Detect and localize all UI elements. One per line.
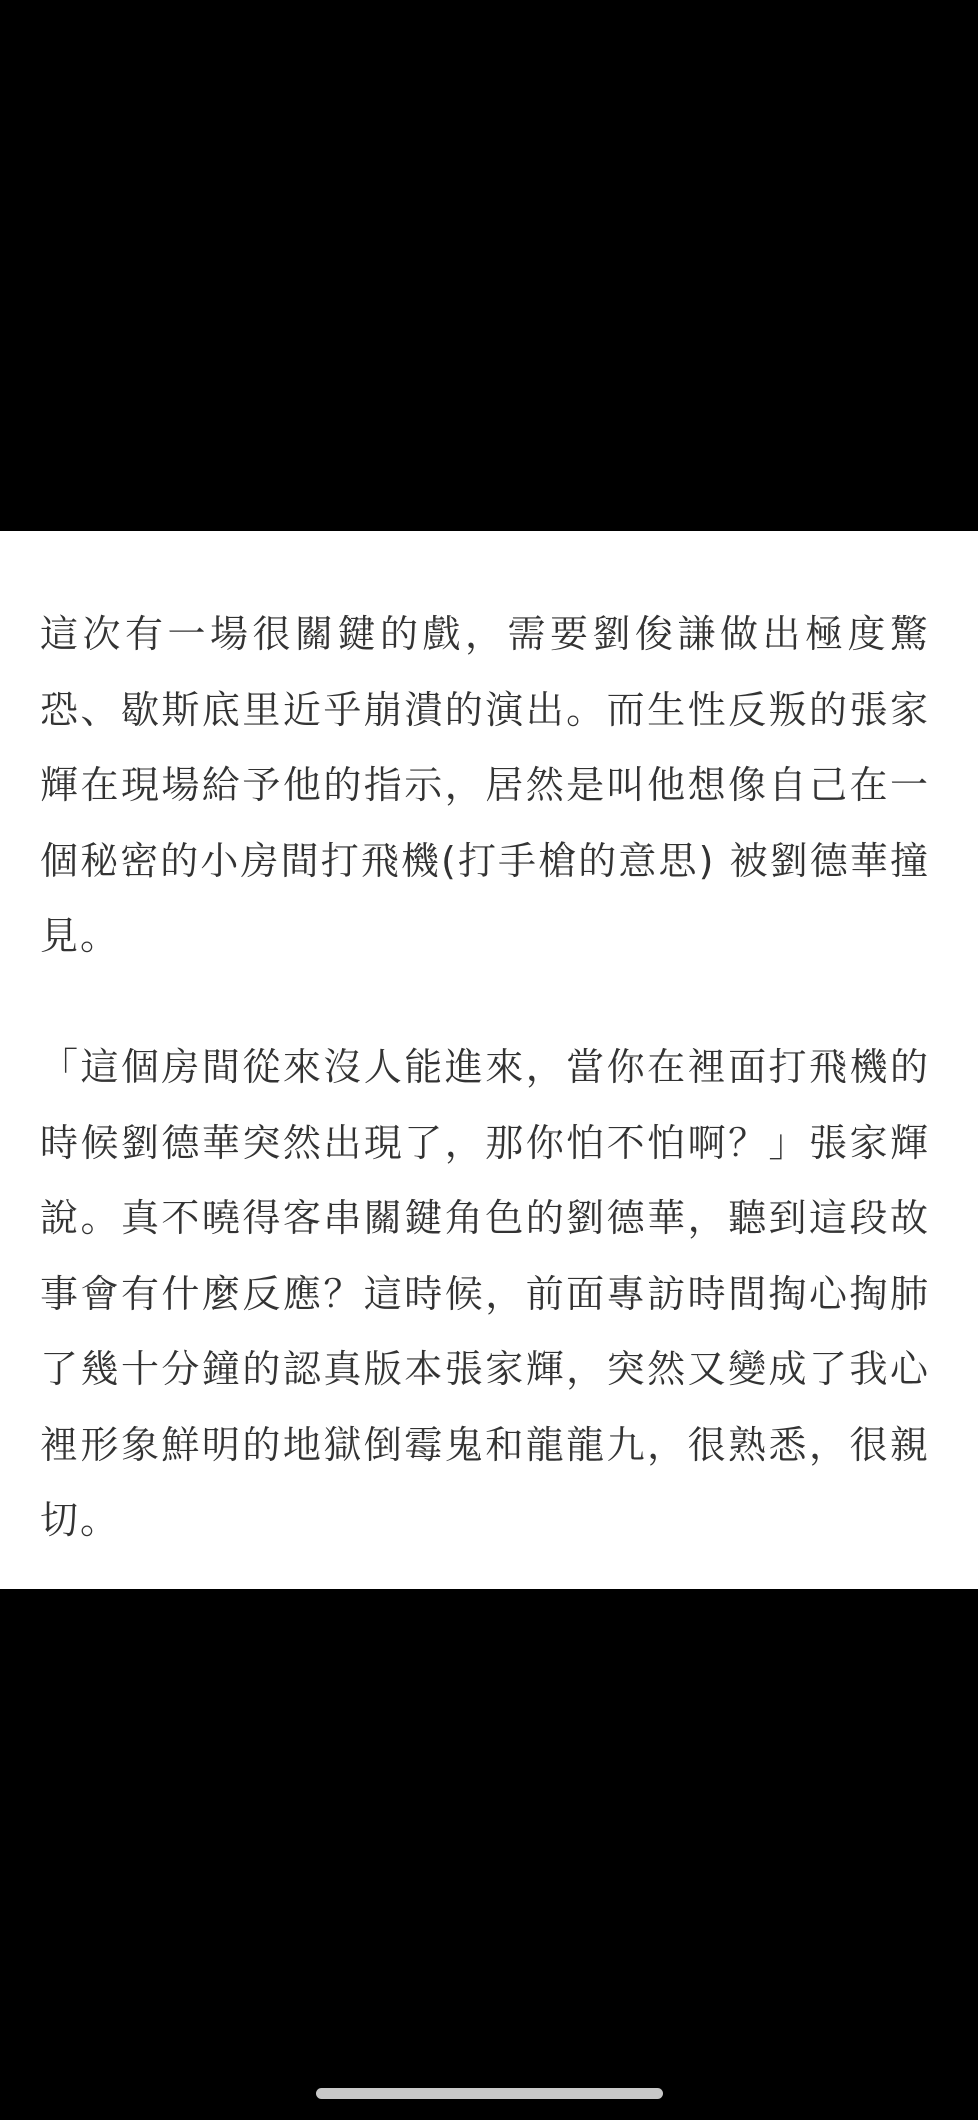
bottom-black-area bbox=[0, 1589, 978, 2120]
top-black-area bbox=[0, 0, 978, 531]
article-text-card bbox=[0, 531, 978, 1589]
article-paragraph-1: 這次有一場很關鍵的戲，需要劉俊謙做出極度驚恐、歇斯底里近乎崩潰的演出。而生性反叛的張家輝在現場給予他的指示，居然是叫他想像自己在一個秘密的小房間打飛機(打手槍的意思) 被劉德華撞見。 bbox=[40, 612, 930, 958]
article-paragraph-2: 「這個房間從來沒人能進來，當你在裡面打飛機的時候劉德華突然出現了，那你怕不怕啊？」張家輝說。真不曉得客串關鍵角色的劉德華，聽到這段故事會有什麼反應？這時候，前面專訪時間掏心掏肺了幾十分鐘的認真版本張家輝，突然又變成了我心裡形象鮮明的地獄倒霉鬼和龍龍九，很熟悉，很親切。 bbox=[40, 1045, 930, 1542]
home-indicator[interactable] bbox=[316, 2088, 663, 2099]
